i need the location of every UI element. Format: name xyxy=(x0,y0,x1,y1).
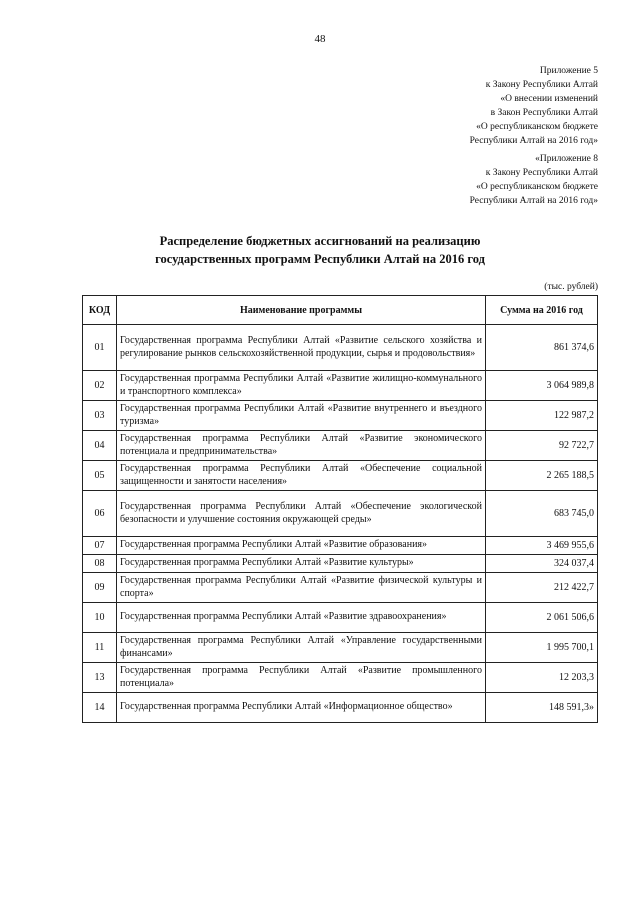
table-row xyxy=(83,537,598,555)
header-sum: Сумма на 2016 год xyxy=(486,296,598,325)
row-sum: 122 987,2 xyxy=(486,401,598,431)
row-sum: 92 722,7 xyxy=(486,431,598,461)
row-program-name: Государственная программа Республики Алтай «Развитие физической культуры и спорта» xyxy=(117,573,486,603)
row-program-name: Государственная программа Республики Алтай «Развитие внутреннего и въездного туризма» xyxy=(117,401,486,431)
row-sum: 12 203,3 xyxy=(486,663,598,693)
row-sum: 3 064 989,8 xyxy=(486,371,598,401)
table-row xyxy=(83,663,598,693)
row-code: 01 xyxy=(83,325,117,371)
header-program-name: Наименование программы xyxy=(117,296,486,325)
table-row xyxy=(83,603,598,633)
row-code: 14 xyxy=(83,693,117,723)
table-row xyxy=(83,401,598,431)
row-code: 08 xyxy=(83,555,117,573)
appendix-line: Республики Алтай на 2016 год» xyxy=(469,196,598,206)
row-sum: 861 374,6 xyxy=(486,325,598,371)
appendix-line: Приложение 5 xyxy=(539,66,598,76)
title-line-2: государственных программ Республики Алтай на 2016 год xyxy=(155,252,485,266)
table-row xyxy=(83,555,598,573)
appendix-line: «О республиканском бюджете xyxy=(476,122,598,132)
table-row xyxy=(83,431,598,461)
appendix-line: «О республиканском бюджете xyxy=(476,182,598,192)
header-code: КОД xyxy=(83,296,117,325)
appendix-line: к Закону Республики Алтай xyxy=(485,168,598,178)
table-row xyxy=(83,325,598,371)
row-program-name: Государственная программа Республики Алтай «Информационное общество» xyxy=(117,693,486,723)
row-sum: 2 061 506,6 xyxy=(486,603,598,633)
table-header-row xyxy=(83,296,598,325)
row-code: 09 xyxy=(83,573,117,603)
row-sum: 3 469 955,6 xyxy=(486,537,598,555)
table-row xyxy=(83,573,598,603)
row-sum: 212 422,7 xyxy=(486,573,598,603)
title-line-1: Распределение бюджетных ассигнований на реализацию xyxy=(159,234,481,248)
row-code: 05 xyxy=(83,461,117,491)
table-row xyxy=(83,371,598,401)
row-sum: 1 995 700,1 xyxy=(486,633,598,663)
table-row xyxy=(83,633,598,663)
row-code: 10 xyxy=(83,603,117,633)
appendix-line: в Закон Республики Алтай xyxy=(490,108,598,118)
row-program-name: Государственная программа Республики Алтай «Обеспечение экологической безопасности и улучшение состояния окружающей среды» xyxy=(117,491,486,537)
row-program-name: Государственная программа Республики Алтай «Обеспечение социальной защищенности и занятости населения» xyxy=(117,461,486,491)
row-sum: 324 037,4 xyxy=(486,555,598,573)
budget-allocation-table xyxy=(82,295,598,723)
row-code: 11 xyxy=(83,633,117,663)
row-code: 04 xyxy=(83,431,117,461)
appendix-5-reference xyxy=(470,64,598,148)
row-code: 02 xyxy=(83,371,117,401)
appendix-line: к Закону Республики Алтай xyxy=(485,80,598,90)
row-sum: 148 591,3» xyxy=(486,693,598,723)
units-label: (тыс. рублей) xyxy=(544,282,598,292)
row-program-name: Государственная программа Республики Алтай «Развитие промышленного потенциала» xyxy=(117,663,486,693)
row-program-name: Государственная программа Республики Алтай «Развитие сельского хозяйства и регулирование рынков сельскохозяйственной продукции, сырья и продовольствия» xyxy=(117,325,486,371)
row-program-name: Государственная программа Республики Алтай «Развитие образования» xyxy=(117,537,486,555)
row-program-name: Государственная программа Республики Алтай «Развитие экономического потенциала и предпринимательства» xyxy=(117,431,486,461)
appendix-line: Республики Алтай на 2016 год» xyxy=(469,136,598,146)
appendix-line: «О внесении изменений xyxy=(500,94,598,104)
document-title xyxy=(0,232,640,268)
row-program-name: Государственная программа Республики Алтай «Развитие жилищно-коммунального и транспортного комплекса» xyxy=(117,371,486,401)
row-code: 07 xyxy=(83,537,117,555)
row-code: 06 xyxy=(83,491,117,537)
row-program-name: Государственная программа Республики Алтай «Развитие здравоохранения» xyxy=(117,603,486,633)
row-code: 13 xyxy=(83,663,117,693)
row-sum: 683 745,0 xyxy=(486,491,598,537)
row-code: 03 xyxy=(83,401,117,431)
appendix-8-reference xyxy=(470,152,598,208)
table-row xyxy=(83,491,598,537)
row-program-name: Государственная программа Республики Алтай «Управление государственными финансами» xyxy=(117,633,486,663)
page-number: 48 xyxy=(314,33,326,45)
appendix-line: «Приложение 8 xyxy=(535,154,598,164)
table-row xyxy=(83,461,598,491)
row-program-name: Государственная программа Республики Алтай «Развитие культуры» xyxy=(117,555,486,573)
table-row xyxy=(83,693,598,723)
row-sum: 2 265 188,5 xyxy=(486,461,598,491)
